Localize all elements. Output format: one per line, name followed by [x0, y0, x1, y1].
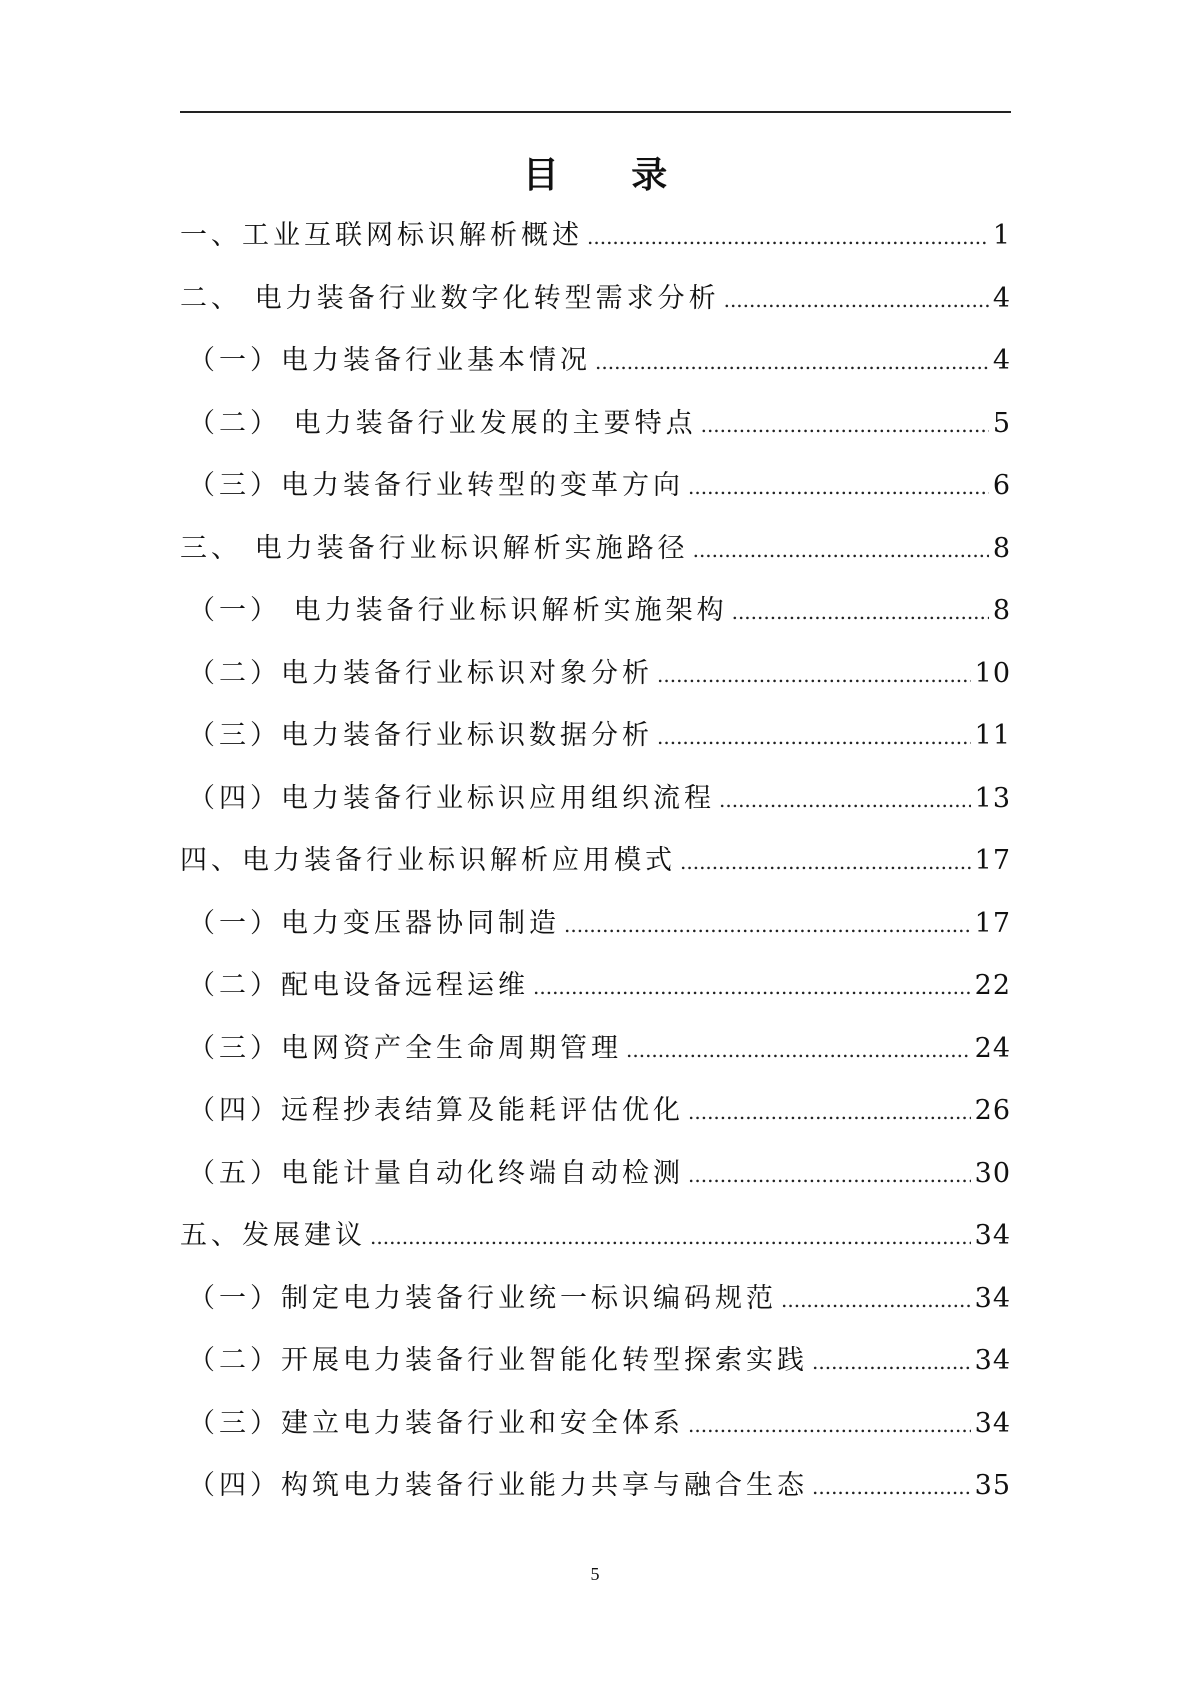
toc-entry-label: （三）电力装备行业转型的变革方向 — [188, 470, 684, 501]
toc-entry-label: 一、工业互联网标识解析概述 — [180, 220, 583, 251]
toc-dot-leader — [688, 465, 989, 509]
toc-entry-page: 26 — [974, 1095, 1011, 1126]
toc-entry-page: 5 — [992, 407, 1011, 439]
toc-entry-page: 34 — [974, 1407, 1011, 1439]
toc-entry-page: 4 — [992, 282, 1011, 314]
toc-dot-leader — [587, 215, 989, 259]
toc-entry-page: 35 — [974, 1470, 1011, 1501]
toc-entry-label: （一） 电力装备行业标识解析实施架构 — [188, 595, 728, 626]
toc-entry-page: 6 — [992, 470, 1011, 501]
toc-entry-page: 22 — [974, 970, 1011, 1001]
toc-entry-label: 五、发展建议 — [180, 1220, 366, 1251]
toc-entry[interactable] — [180, 714, 1011, 777]
table-of-contents — [180, 214, 1011, 1527]
toc-entry-page: 34 — [974, 1282, 1011, 1314]
toc-entry-label: （四）电力装备行业标识应用组织流程 — [188, 782, 715, 814]
toc-entry-label: （二） 电力装备行业发展的主要特点 — [188, 407, 697, 439]
toc-entry[interactable] — [180, 1027, 1011, 1090]
toc-entry-label: （一）电力装备行业基本情况 — [188, 345, 591, 376]
toc-entry-page: 17 — [974, 907, 1011, 939]
header-rule — [180, 111, 1011, 113]
toc-dot-leader — [688, 1153, 971, 1197]
toc-dot-leader — [701, 403, 989, 447]
toc-dot-leader — [724, 278, 989, 322]
toc-entry-label: （五）电能计量自动化终端自动检测 — [188, 1157, 684, 1189]
toc-entry[interactable] — [180, 1464, 1011, 1527]
toc-entry-label: 二、 电力装备行业数字化转型需求分析 — [180, 282, 720, 314]
toc-entry-page: 8 — [992, 532, 1011, 564]
toc-entry-page: 1 — [992, 220, 1011, 251]
toc-entry[interactable] — [180, 214, 1011, 277]
toc-entry[interactable] — [180, 339, 1011, 402]
toc-entry[interactable] — [180, 1339, 1011, 1402]
toc-entry-label: 四、电力装备行业标识解析应用模式 — [180, 845, 676, 876]
toc-entry[interactable] — [180, 839, 1011, 902]
toc-dot-leader — [812, 1340, 971, 1384]
toc-entry-label: （二）配电设备远程运维 — [188, 970, 529, 1001]
toc-dot-leader — [719, 778, 971, 822]
toc-entry[interactable] — [180, 402, 1011, 465]
toc-entry-label: （三）建立电力装备行业和安全体系 — [188, 1407, 684, 1439]
toc-title: 目 录 — [522, 154, 698, 196]
toc-entry-page: 34 — [974, 1345, 1011, 1376]
toc-entry-label: （三）电网资产全生命周期管理 — [188, 1032, 622, 1064]
toc-entry-page: 24 — [974, 1032, 1011, 1064]
toc-entry[interactable] — [180, 902, 1011, 965]
toc-dot-leader — [370, 1215, 971, 1259]
toc-entry-label: （二）开展电力装备行业智能化转型探索实践 — [188, 1345, 808, 1376]
toc-entry[interactable] — [180, 1089, 1011, 1152]
toc-entry[interactable] — [180, 964, 1011, 1027]
page-number: 5 — [590, 1564, 600, 1584]
toc-entry[interactable] — [180, 1152, 1011, 1215]
toc-entry[interactable] — [180, 652, 1011, 715]
toc-dot-leader — [564, 903, 971, 947]
toc-dot-leader — [693, 528, 989, 572]
toc-entry-page: 4 — [992, 345, 1011, 376]
toc-entry-label: （四）构筑电力装备行业能力共享与融合生态 — [188, 1470, 808, 1501]
toc-entry-page: 10 — [974, 657, 1011, 689]
toc-entry[interactable] — [180, 589, 1011, 652]
toc-entry[interactable] — [180, 1402, 1011, 1465]
toc-dot-leader — [680, 840, 971, 884]
toc-dot-leader — [732, 590, 989, 634]
toc-entry-page: 11 — [974, 720, 1011, 751]
toc-dot-leader — [812, 1465, 971, 1509]
toc-dot-leader — [688, 1090, 971, 1134]
toc-entry-label: （一）制定电力装备行业统一标识编码规范 — [188, 1282, 777, 1314]
toc-entry-page: 8 — [992, 595, 1011, 626]
toc-entry-label: （三）电力装备行业标识数据分析 — [188, 720, 653, 751]
toc-entry-page: 30 — [974, 1157, 1011, 1189]
toc-entry[interactable] — [180, 277, 1011, 340]
toc-entry[interactable] — [180, 527, 1011, 590]
toc-entry-page: 17 — [974, 845, 1011, 876]
toc-entry-label: （四）远程抄表结算及能耗评估优化 — [188, 1095, 684, 1126]
toc-entry-label: （二）电力装备行业标识对象分析 — [188, 657, 653, 689]
toc-dot-leader — [657, 653, 971, 697]
toc-entry[interactable] — [180, 1277, 1011, 1340]
toc-dot-leader — [626, 1028, 971, 1072]
toc-dot-leader — [657, 715, 971, 759]
toc-entry-page: 13 — [974, 782, 1011, 814]
toc-entry[interactable] — [180, 1214, 1011, 1277]
toc-dot-leader — [688, 1403, 971, 1447]
toc-entry[interactable] — [180, 464, 1011, 527]
toc-entry-label: （一）电力变压器协同制造 — [188, 907, 560, 939]
toc-dot-leader — [781, 1278, 971, 1322]
toc-dot-leader — [595, 340, 989, 384]
toc-entry-page: 34 — [974, 1220, 1011, 1251]
toc-entry[interactable] — [180, 777, 1011, 840]
toc-entry-label: 三、 电力装备行业标识解析实施路径 — [180, 532, 689, 564]
toc-dot-leader — [533, 965, 971, 1009]
